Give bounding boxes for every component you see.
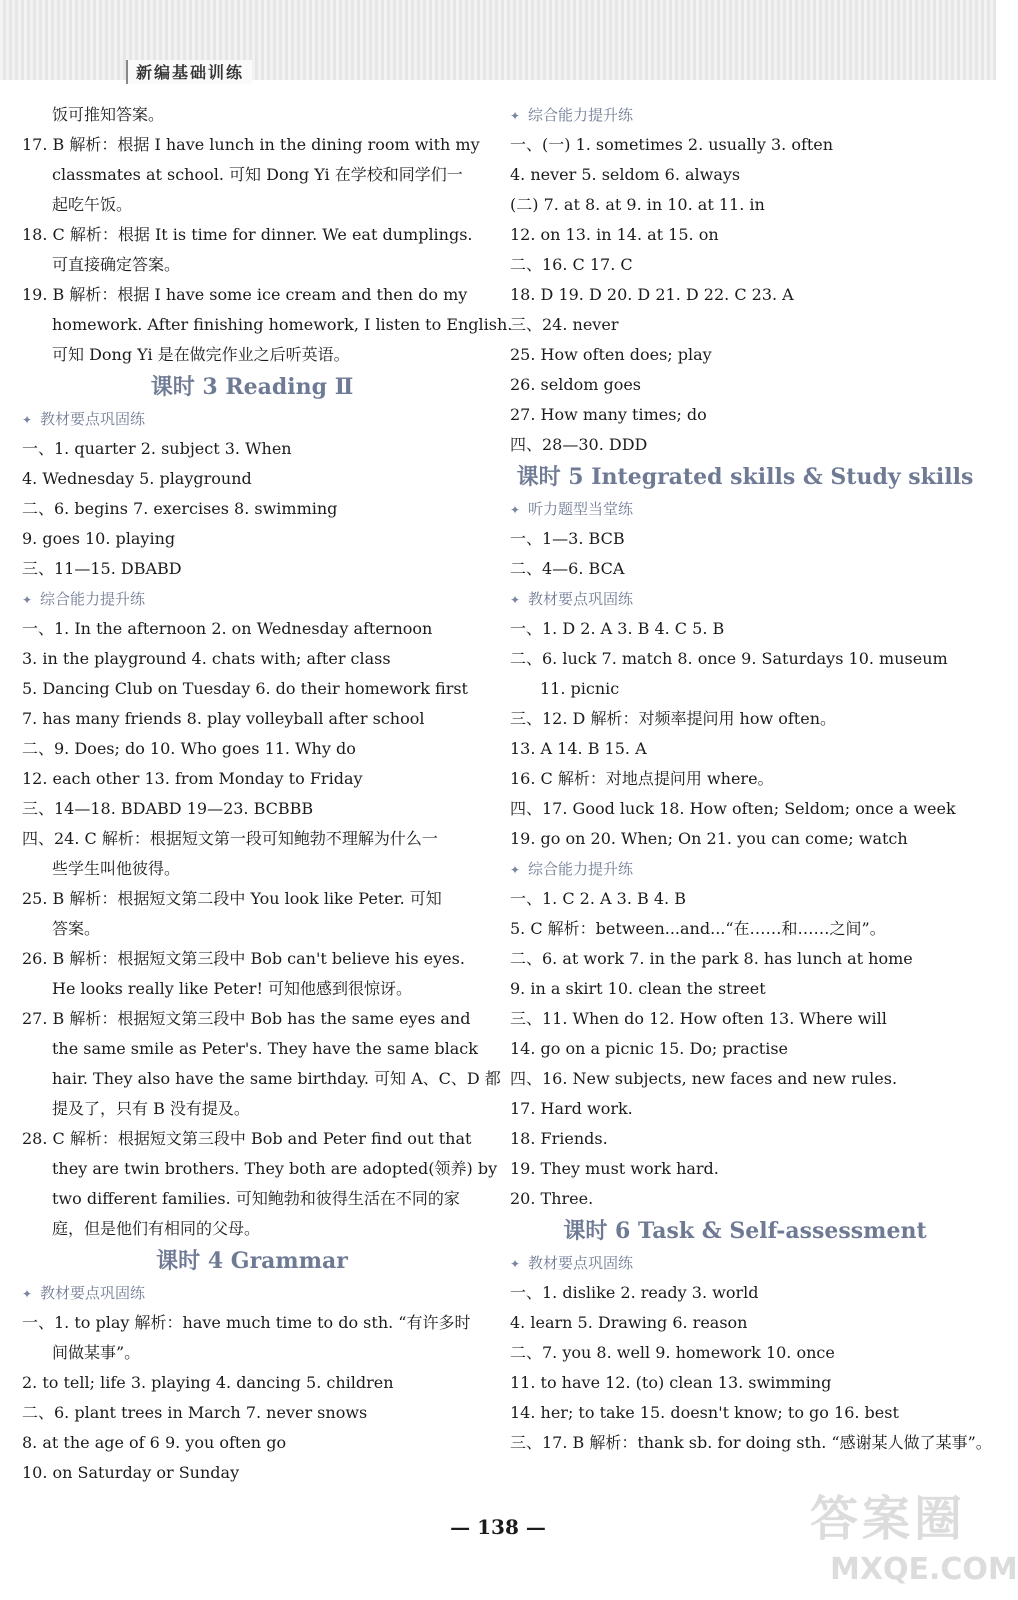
answer-line: 17. Hard work.	[510, 1099, 633, 1118]
lesson-heading: 课时 3 Reading Ⅱ	[150, 374, 354, 400]
answer-line: 9. goes 10. playing	[22, 529, 176, 548]
answer-line: 8. at the age of 6 9. you often go	[22, 1433, 287, 1452]
answer-line: 一、(一) 1. sometimes 2. usually 3. often	[510, 135, 834, 154]
section-heading-text: 教材要点巩固练	[40, 410, 146, 428]
diamond-icon: ✦	[22, 593, 33, 607]
answer-line: 二、7. you 8. well 9. homework 10. once	[510, 1343, 835, 1362]
section-heading-text: 综合能力提升练	[528, 106, 634, 124]
diamond-icon: ✦	[22, 413, 33, 427]
answer-line: 三、24. never	[510, 315, 619, 334]
section-heading	[510, 1248, 980, 1278]
lesson-heading: 课时 4 Grammar	[156, 1248, 348, 1274]
section-heading-text: 听力题型当堂练	[528, 500, 634, 518]
answer-line: 三、12. D 解析：对频率提问用 how often。	[510, 709, 837, 728]
answer-line: 二、6. begins 7. exercises 8. swimming	[22, 499, 338, 518]
answer-line: 4. Wednesday 5. playground	[22, 469, 252, 488]
answer-line: 14. her; to take 15. doesn't know; to go 16. best	[510, 1403, 899, 1422]
answer-line: 一、1. D 2. A 3. B 4. C 5. B	[510, 619, 725, 638]
answer-line: 二、6. at work 7. in the park 8. has lunch at home	[510, 949, 913, 968]
answer-line: 2. to tell; life 3. playing 4. dancing 5. children	[22, 1373, 394, 1392]
lesson-heading: 课时 6 Task & Self-assessment	[563, 1218, 927, 1244]
answer-line: 25. How often does; play	[510, 345, 712, 364]
answer-line: the same smile as Peter's. They have the same black	[52, 1039, 478, 1058]
answer-line: 19. B 解析：根据 I have some ice cream and then do my	[22, 285, 468, 304]
answer-line: 7. has many friends 8. play volleyball after school	[22, 709, 425, 728]
right-column	[510, 100, 992, 1458]
answer-line: 13. A 14. B 15. A	[510, 739, 647, 758]
section-heading	[22, 584, 482, 614]
answer-line: 三、17. B 解析：thank sb. for doing sth. “感谢某人做了某事”。	[510, 1433, 992, 1452]
answer-line: 11. to have 12. (to) clean 13. swimming	[510, 1373, 832, 1392]
answer-line: 一、1. In the afternoon 2. on Wednesday afternoon	[22, 619, 433, 638]
answer-line: 四、24. C 解析：根据短文第一段可知鲍勃不理解为什么一	[22, 829, 438, 848]
answer-line: 饭可推知答案。	[52, 105, 165, 124]
section-heading	[510, 494, 980, 524]
answer-line: 20. Three.	[510, 1189, 594, 1208]
diamond-icon: ✦	[510, 1257, 521, 1271]
section-heading	[510, 584, 980, 614]
answer-line: 答案。	[52, 919, 101, 938]
answer-line: 11. picnic	[540, 679, 620, 698]
answer-line: 一、1. C 2. A 3. B 4. B	[510, 889, 686, 908]
answer-line: homework. After finishing homework, I listen to English.	[52, 315, 513, 334]
watermark-icon: 答案圈	[810, 1491, 967, 1547]
answer-line: hair. They also have the same birthday. 可知 A、C、D 都	[52, 1069, 501, 1088]
diamond-icon: ✦	[510, 109, 521, 123]
page-number: — 138 —	[450, 1515, 546, 1539]
answer-line: 二、9. Does; do 10. Who goes 11. Why do	[22, 739, 356, 758]
diamond-icon: ✦	[22, 1287, 33, 1301]
answer-line: 26. B 解析：根据短文第三段中 Bob can't believe his eyes.	[22, 949, 465, 968]
answer-line: 10. on Saturday or Sunday	[22, 1463, 240, 1482]
answer-line: 三、11—15. DBABD	[22, 559, 182, 578]
diamond-icon: ✦	[510, 593, 521, 607]
book-title: 新编基础训练	[126, 60, 252, 84]
left-column	[22, 100, 513, 1488]
answer-line: 四、28—30. DDD	[510, 435, 648, 454]
section-heading-text: 综合能力提升练	[40, 590, 146, 608]
answer-line: 四、16. New subjects, new faces and new rules.	[510, 1069, 898, 1088]
section-heading-text: 综合能力提升练	[528, 860, 634, 878]
answer-line: 二、6. luck 7. match 8. once 9. Saturdays 10. museum	[510, 649, 948, 668]
section-heading	[22, 1278, 482, 1308]
answer-line: 27. How many times; do	[510, 405, 707, 424]
answer-line: 14. go on a picnic 15. Do; practise	[510, 1039, 789, 1058]
answer-line: they are twin brothers. They both are adopted(领养) by	[52, 1159, 498, 1178]
answer-line: 一、1. quarter 2. subject 3. When	[22, 439, 292, 458]
answer-line: 28. C 解析：根据短文第三段中 Bob and Peter find out that	[22, 1129, 472, 1148]
answer-line: 4. learn 5. Drawing 6. reason	[510, 1313, 748, 1332]
answer-line: 二、4—6. BCA	[510, 559, 625, 578]
answer-line: 27. B 解析：根据短文第三段中 Bob has the same eyes and	[22, 1009, 471, 1028]
answer-line: 18. D 19. D 20. D 21. D 22. C 23. A	[510, 285, 794, 304]
answer-line: 起吃午饭。	[52, 195, 133, 214]
section-heading	[510, 100, 980, 130]
answer-line: classmates at school. 可知 Dong Yi 在学校和同学们一	[52, 165, 463, 184]
answer-line: 间做某事”。	[52, 1343, 141, 1362]
answer-line: 9. in a skirt 10. clean the street	[510, 979, 766, 998]
section-heading-text: 教材要点巩固练	[528, 1254, 634, 1272]
answer-line: 5. C 解析：between...and...“在……和……之间”。	[510, 919, 886, 938]
answer-line: 18. Friends.	[510, 1129, 608, 1148]
answer-line: 三、11. When do 12. How often 13. Where will	[510, 1009, 887, 1028]
answer-line: 一、1. dislike 2. ready 3. world	[510, 1283, 759, 1302]
answer-line: 3. in the playground 4. chats with; after class	[22, 649, 391, 668]
answer-line: (二) 7. at 8. at 9. in 10. at 11. in	[510, 195, 765, 214]
section-heading-text: 教材要点巩固练	[40, 1284, 146, 1302]
answer-line: 可直接确定答案。	[52, 255, 181, 274]
diamond-icon: ✦	[510, 863, 521, 877]
answer-line: 16. C 解析：对地点提问用 where。	[510, 769, 774, 788]
watermark-logo	[800, 1480, 1018, 1600]
answer-line: two different families. 可知鲍勃和彼得生活在不同的家	[52, 1189, 460, 1208]
answer-line: 一、1. to play 解析：have much time to do sth. “有许多时	[22, 1313, 471, 1332]
answer-line: 可知 Dong Yi 是在做完作业之后听英语。	[52, 345, 350, 364]
answer-line: 一、1—3. BCB	[510, 529, 625, 548]
section-heading	[510, 854, 980, 884]
section-heading	[22, 404, 482, 434]
section-heading-text: 教材要点巩固练	[528, 590, 634, 608]
diamond-icon: ✦	[510, 503, 521, 517]
answer-line: 二、16. C 17. C	[510, 255, 633, 274]
answer-line: 25. B 解析：根据短文第二段中 You look like Peter. 可知	[22, 889, 442, 908]
answer-line: 三、14—18. BDABD 19—23. BCBBB	[22, 799, 314, 818]
answer-line: 5. Dancing Club on Tuesday 6. do their homework first	[22, 679, 468, 698]
watermark-text: MXQE.COM	[830, 1552, 1018, 1587]
answer-line: 庭，但是他们有相同的父母。	[52, 1219, 261, 1238]
answer-line: He looks really like Peter! 可知他感到很惊讶。	[52, 979, 412, 998]
answer-line: 二、6. plant trees in March 7. never snows	[22, 1403, 368, 1422]
answer-line: 26. seldom goes	[510, 375, 642, 394]
answer-line: 12. on 13. in 14. at 15. on	[510, 225, 719, 244]
answer-line: 12. each other 13. from Monday to Friday	[22, 769, 363, 788]
answer-line: 18. C 解析：根据 It is time for dinner. We eat dumplings.	[22, 225, 473, 244]
answer-line: 些学生叫他彼得。	[52, 859, 181, 878]
answer-line: 19. go on 20. When; On 21. you can come; watch	[510, 829, 908, 848]
answer-line: 提及了，只有 B 没有提及。	[52, 1099, 250, 1118]
answer-line: 四、17. Good luck 18. How often; Seldom; once a week	[510, 799, 956, 818]
answer-line: 19. They must work hard.	[510, 1159, 719, 1178]
lesson-heading: 课时 5 Integrated skills & Study skills	[516, 464, 974, 490]
answer-line: 17. B 解析：根据 I have lunch in the dining room with my	[22, 135, 480, 154]
answer-line: 4. never 5. seldom 6. always	[510, 165, 741, 184]
